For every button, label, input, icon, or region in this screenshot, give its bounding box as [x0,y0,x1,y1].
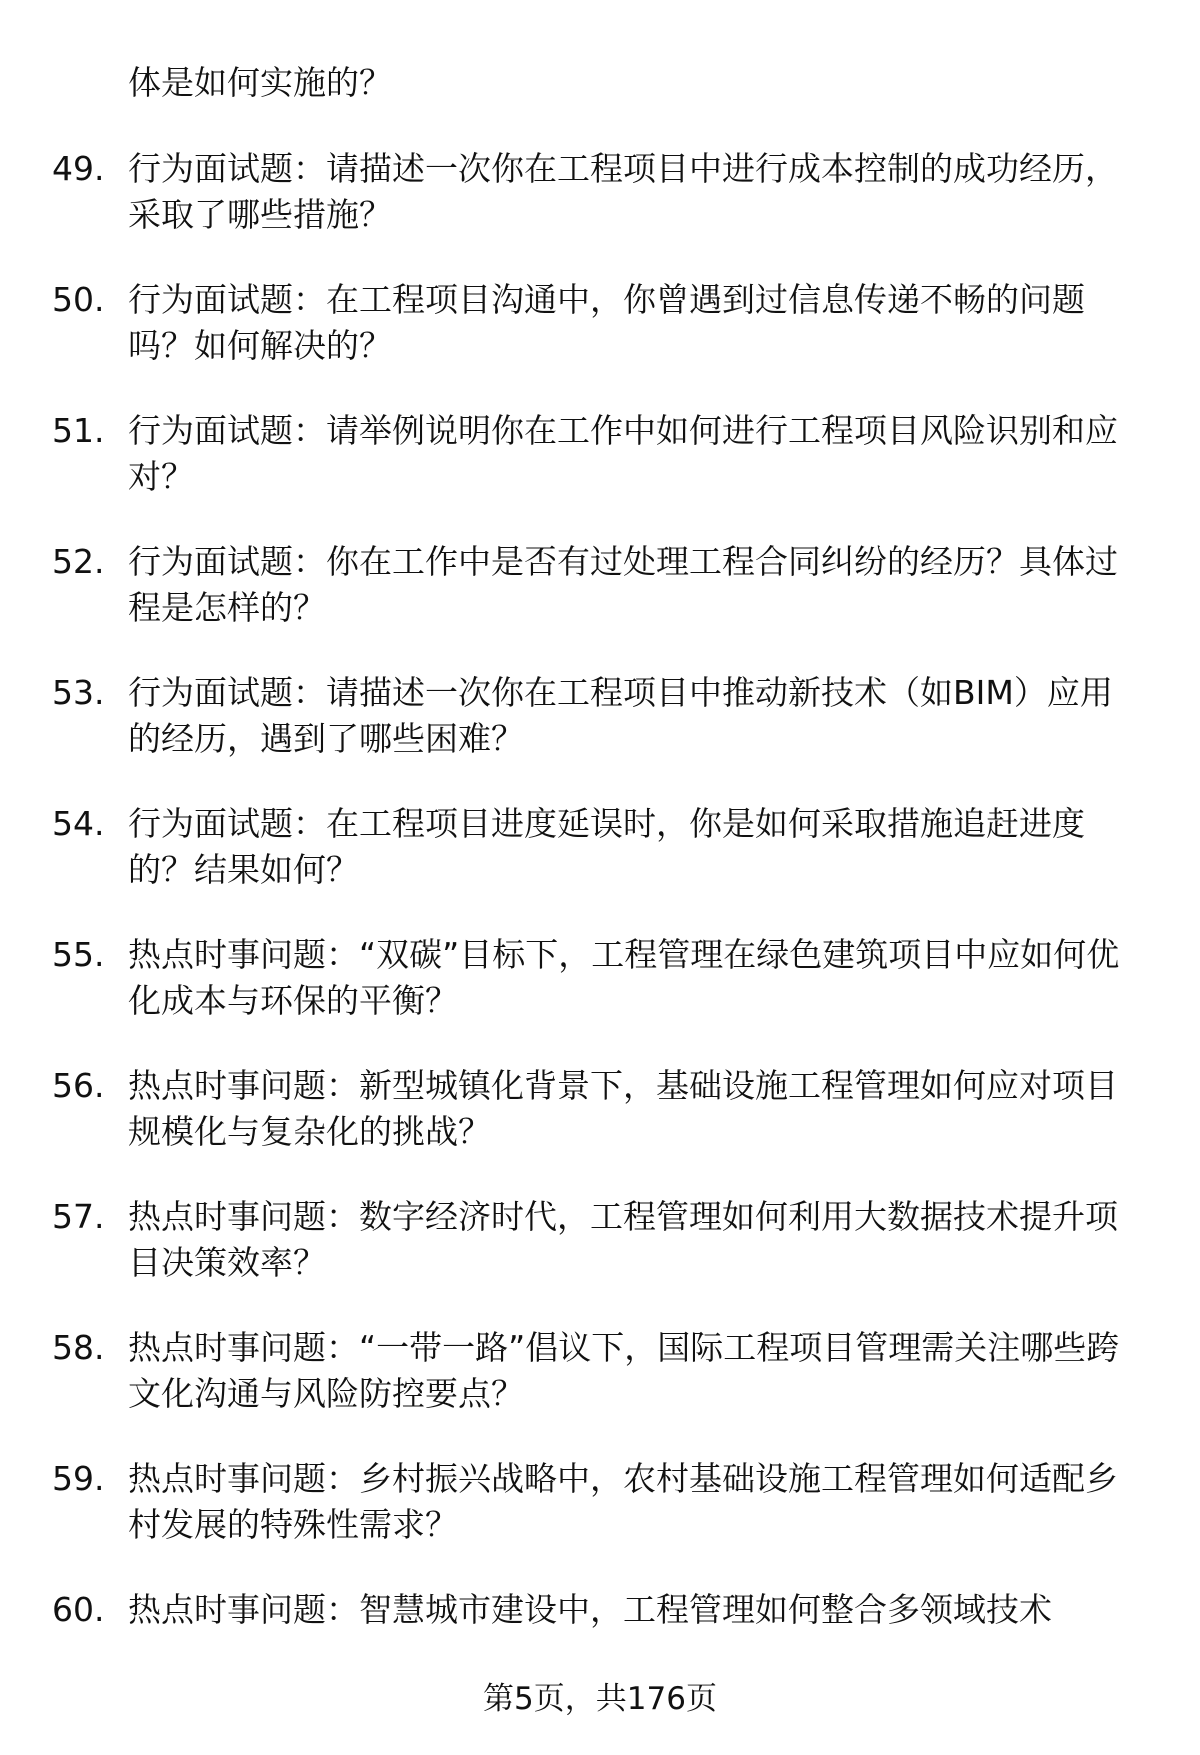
question-number: 58. [52,1328,105,1367]
question-list [0,146,1200,1718]
question-number: 50. [52,280,105,319]
question-text: 行为面试题：在工程项目沟通中，你曾遇到过信息传递不畅的问题吗？如何解决的？ [128,280,1085,365]
question-number: 51. [52,411,105,450]
list-item [0,1456,1200,1587]
question-text: 热点时事问题：“双碳”目标下，工程管理在绿色建筑项目中应如何优化成本与环保的平衡？ [128,935,1120,1020]
list-item [0,1194,1200,1325]
list-item [0,146,1200,277]
carryover-text: 体是如何实施的？ [128,63,392,102]
question-text: 行为面试题：请描述一次你在工程项目中进行成本控制的成功经历，采取了哪些措施？ [128,149,1118,234]
question-text: 热点时事问题：乡村振兴战略中，农村基础设施工程管理如何适配乡村发展的特殊性需求？ [128,1459,1118,1544]
list-item [0,801,1200,932]
question-text: 行为面试题：在工程项目进度延误时，你是如何采取措施追赶进度的？结果如何？ [128,804,1085,889]
question-number: 57. [52,1197,105,1236]
question-text: 热点时事问题：智慧城市建设中，工程管理如何整合多领域技术 [128,1590,1052,1629]
question-number: 49. [52,149,105,188]
list-item [0,539,1200,670]
question-text: 热点时事问题：“一带一路”倡议下，国际工程项目管理需关注哪些跨文化沟通与风险防控要点？ [128,1328,1120,1413]
question-number: 60. [52,1590,105,1629]
question-number: 59. [52,1459,105,1498]
question-number: 53. [52,673,105,712]
question-number: 52. [52,542,105,581]
list-item [0,277,1200,408]
question-number: 54. [52,804,105,843]
list-item [0,670,1200,801]
page-footer: 第5页，共176页 [483,1681,717,1717]
question-text: 热点时事问题：新型城镇化背景下，基础设施工程管理如何应对项目规模化与复杂化的挑战？ [128,1066,1118,1151]
question-text: 行为面试题：你在工作中是否有过处理工程合同纠纷的经历？具体过程是怎样的？ [128,542,1118,627]
list-item [0,1325,1200,1456]
question-text: 行为面试题：请描述一次你在工程项目中推动新技术（如BIM）应用的经历，遇到了哪些困难？ [128,673,1113,758]
question-number: 55. [52,935,105,974]
question-text: 行为面试题：请举例说明你在工作中如何进行工程项目风险识别和应对？ [128,411,1118,496]
list-item [0,408,1200,539]
list-item [0,1063,1200,1194]
question-number: 56. [52,1066,105,1105]
question-text: 热点时事问题：数字经济时代，工程管理如何利用大数据技术提升项目决策效率？ [128,1197,1118,1282]
list-item [0,932,1200,1063]
